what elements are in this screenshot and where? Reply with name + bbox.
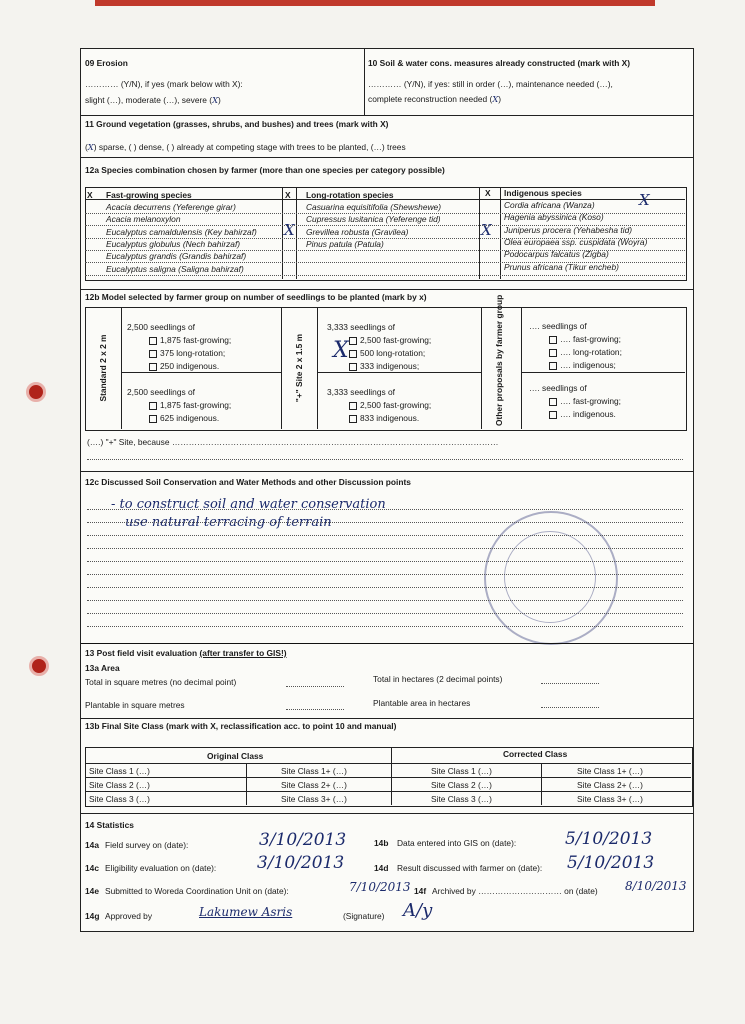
discussion-line[interactable]	[87, 535, 683, 536]
rule	[81, 157, 693, 158]
form-sheet: 09 Erosion ………… (Y/N), if yes (mark below with X): slight (…), moderate (…), severe (X) 10 Soil & water cons. measures already constructed (mark with X) ………… (Y/N), if yes: still in order (…), maintenance needed (…), complete reconstruction needed (X) 11 Ground vegetation (grasses, shrubs, and bushes) and trees (mark with X) (X) sparse, ( ) dense, ( ) already at competing stage with trees to be planted, (…) trees 12a Species combination chosen by farmer (more than one species per category possible) X Fast-growing species X Long-rotation species X Indigenous species X X X 12b Model selected by farmer group on number of seedlings to be planted (mark by x) Standard 2 x 2 m "+" Site 2 x 1.5 m Other proposals by farmer group 2,500 seedlings of 1,875 fast-growing; 375 long-rotation; 250 indigenous. 2,500 seedlings of 1,875 fast-growing; 625 indigenous. 3,333 seedlings of 2,500 fast-growing; 500 long-rotation; 333 indigenous; X 3,333 seedlings of 2,500 fast-growing; 833 indigenous. …. seedlings of …. fast-growing; …. long-rotation; …. indigenous; …. seedlings of …. fast-growing; …. indigenous. (….) "+" Site, because ……………………………………………………………………………………………………… 12c Discussed Soil Conservation and Water Methods and other Discussion points - to construct soil and water conservation use natural terracing of terrain 13 Post field visit evaluation (after transfer to GIS!) 13a Area Total in square metres (no decimal point) Total in hectares (2 decimal points) Plantable in square metres Plantable area in hectares 13b Final Site Class (mark with X, reclassification acc. to point 10 and manual) Original Class Corrected Class 14 Statistics 14a Field survey on (date): 3/10/2013 14b Data entered into GIS on (date): 5/10/2013 14c Eligibility evaluation on (date): 3/10/2013 14d Result discussed with farmer on (date): 5/10/2013 14e Submitted to Woreda Coordination Unit on (date): 7/10/2013 14f Archived by ………………………… on (date) 8/10/2013 14g Approved by Lakumew Asris (Signature) A/y Acacia decurrens (Yeferenge girar) Acacia melanoxylon Eucalyptus camaldulensis (Key bahirzaf) Eucalyptus globulus (Nech bahirzaf) Eucalyptus grandis (Grandis bahirzaf) Eucalyptus saligna (Saligna bahirzaf) Casuarina equisitifolia (Shewshewe) Cupressus lusitanica (Yeferenge tid) Grevillea robusta (Gravilea) Pinus patula (Patula) Cordia africana (Wanza) Hagenia abyssinica (Koso) Juniperus procera (Yehabesha tid) Olea europaea ssp. cuspidata (Woyra) Podocarpus falcatus (Zigba) Prunus africana (Tikur encheb) Site Class 1 (…) Site Class 1+ (…) Site Class 1 (…) Site Class 1+ (…) Site Class 2 (…) Site Class 2+ (…) Site Class 2 (…) Site Class 2+ (…) Site Class 3 (…) Site Class 3+ (…) Site Class 3 (…) Site Class 3+ (…)	[80, 48, 694, 932]
site-class-option[interactable]: Site Class 1+ (…)	[281, 766, 347, 776]
site-class-option[interactable]: Site Class 2+ (…)	[577, 780, 643, 790]
official-stamp	[484, 511, 618, 645]
rule	[81, 115, 693, 116]
plantable-sqm-field[interactable]	[286, 709, 344, 710]
site-class-option[interactable]: Site Class 1 (…)	[89, 766, 150, 776]
plus-a-mark[interactable]: X	[333, 338, 349, 363]
section-10-title: 10 Soil & water cons. measures already constructed (mark with X)	[368, 58, 631, 68]
site-class-option[interactable]: Site Class 2+ (…)	[281, 780, 347, 790]
long-rotation-species-item: Casuarina equisitifolia (Shewshewe)	[306, 202, 441, 212]
other-a-option[interactable]: …. indigenous;	[549, 360, 616, 370]
indigenous-species-item: Prunus africana (Tikur encheb)	[504, 261, 619, 272]
site-class-option[interactable]: Site Class 2 (…)	[89, 780, 150, 790]
plus-a-option[interactable]: 2,500 fast-growing;	[349, 335, 431, 345]
discussion-line[interactable]	[87, 626, 683, 627]
gis-entry-date[interactable]: 5/10/2013	[565, 829, 653, 849]
site-class-option[interactable]: Site Class 3 (…)	[431, 794, 492, 804]
long-rotation-species-item: Pinus patula (Patula)	[306, 238, 384, 249]
fast-growing-species-item: Acacia decurrens (Yeferenge girar)	[106, 202, 236, 212]
site-class-option[interactable]: Site Class 2 (…)	[431, 780, 492, 790]
section-09-title: 09 Erosion	[85, 58, 128, 68]
fast-growing-header: Fast-growing species	[106, 190, 192, 200]
discussion-line[interactable]	[87, 574, 683, 575]
erosion-yn-field[interactable]: ………… (Y/N), if yes (mark below with X):	[85, 79, 243, 89]
long-rotation-species-item: Cupressus lusitanica (Yeferenge tid)	[306, 214, 441, 225]
plus-b-option[interactable]: 833 indigenous.	[349, 413, 419, 423]
ha-field[interactable]	[541, 683, 599, 684]
fast-growing-species-item: Eucalyptus globulus (Nech bahirzaf)	[106, 238, 241, 249]
section-12b-title: 12b Model selected by farmer group on number of seedlings to be planted (mark by x)	[85, 292, 427, 302]
fast-growing-species-item: Acacia melanoxylon	[106, 214, 181, 225]
discussion-note-2[interactable]: use natural terracing of terrain	[125, 515, 332, 530]
std-b-option[interactable]: 625 indigenous.	[149, 413, 219, 423]
fast-growing-species-item: Eucalyptus grandis (Grandis bahirzaf)	[106, 251, 247, 262]
plus-site-reason-field[interactable]: (….) "+" Site, because ………………………………………………………………………………………………………	[87, 437, 499, 447]
std-a-option[interactable]: 250 indigenous.	[149, 361, 219, 371]
section-12a-title: 12a Species combination chosen by farmer (more than one species per category possible)	[85, 165, 445, 175]
discussion-note-1[interactable]: - to construct soil and water conservation	[111, 497, 386, 512]
fast-growing-species-item: Eucalyptus camaldulensis (Key bahirzaf)	[106, 226, 257, 237]
indigenous-species-item: Juniperus procera (Yehabesha tid)	[504, 224, 633, 235]
indigenous-species-item: Cordia africana (Wanza)	[504, 200, 595, 210]
indigenous-species-item: Podocarpus falcatus (Zigba)	[504, 249, 609, 260]
other-proposals-label: Other proposals by farmer group	[494, 294, 504, 426]
swc-yn-field[interactable]: ………… (Y/N), if yes: still in order (…), maintenance needed (…),	[368, 79, 613, 89]
row-line	[85, 275, 685, 276]
indigenous-species-item: Olea europaea ssp. cuspidata (Woyra)	[504, 236, 648, 247]
discussion-line[interactable]	[87, 509, 683, 510]
section-13b-title: 13b Final Site Class (mark with X, reclassification acc. to point 10 and manual)	[85, 721, 397, 731]
top-edge-mark	[95, 0, 655, 6]
discussion-line[interactable]	[87, 587, 683, 588]
original-class-header: Original Class	[207, 751, 264, 761]
plus-a-option[interactable]: 500 long-rotation;	[349, 348, 425, 358]
swc-reconstruction[interactable]: complete reconstruction needed (X)	[368, 94, 502, 104]
submitted-date[interactable]: 7/10/2013	[349, 880, 411, 894]
other-b-option[interactable]: …. indigenous.	[549, 409, 616, 419]
fast-growing-mark[interactable]: X	[284, 221, 295, 239]
divider	[364, 49, 365, 115]
long-rotation-species-item: Grevillea robusta (Gravilea)	[306, 226, 409, 237]
std-a-option[interactable]: 1,875 fast-growing;	[149, 335, 231, 345]
rule	[81, 718, 693, 719]
rule	[81, 643, 693, 644]
rule	[81, 289, 693, 290]
standard-label: Standard 2 x 2 m	[98, 334, 108, 402]
field-survey-date[interactable]: 3/10/2013	[259, 830, 347, 850]
section-12c-title: 12c Discussed Soil Conservation and Water Methods and other Discussion points	[85, 477, 411, 487]
vegetation-options[interactable]: (X) sparse, ( ) dense, ( ) already at competing stage with trees to be planted, (…) trees	[85, 142, 406, 152]
site-class-option[interactable]: Site Class 3 (…)	[89, 794, 150, 804]
eligibility-date[interactable]: 3/10/2013	[257, 853, 345, 873]
other-b-option[interactable]: …. fast-growing;	[549, 396, 621, 406]
discussion-line[interactable]	[87, 561, 683, 562]
plus-a-option[interactable]: 333 indigenous;	[349, 361, 419, 371]
site-class-option[interactable]: Site Class 1+ (…)	[577, 766, 643, 776]
approver-name[interactable]: Lakumew Asris	[199, 905, 293, 919]
section-13-title: 13 Post field visit evaluation (after transfer to GIS!)	[85, 648, 287, 658]
rule	[81, 813, 693, 814]
corrected-class-header: Corrected Class	[503, 749, 568, 759]
section-13a-title: 13a Area	[85, 663, 120, 673]
discussed-date[interactable]: 5/10/2013	[567, 853, 655, 873]
std-b-option[interactable]: 1,875 fast-growing;	[149, 400, 231, 410]
discussion-line[interactable]	[87, 613, 683, 614]
plus-b-option[interactable]: 2,500 fast-growing;	[349, 400, 431, 410]
discussion-line[interactable]	[87, 548, 683, 549]
other-a-option[interactable]: …. long-rotation;	[549, 347, 622, 357]
sqm-field[interactable]	[286, 686, 344, 687]
plantable-ha-field[interactable]	[541, 707, 599, 708]
site-class-option[interactable]: Site Class 3+ (…)	[281, 794, 347, 804]
discussion-line[interactable]	[87, 522, 683, 523]
plus-site-label: "+" Site 2 x 1.5 m	[294, 333, 304, 403]
indigenous-header: Indigenous species	[504, 188, 582, 198]
rule	[81, 471, 693, 472]
erosion-severity[interactable]: slight (…), moderate (…), severe (X)	[85, 95, 221, 105]
site-class-option[interactable]: Site Class 1 (…)	[431, 766, 492, 776]
other-a-option[interactable]: …. fast-growing;	[549, 334, 621, 344]
section-14-title: 14 Statistics	[85, 820, 134, 830]
approver-signature[interactable]: A/y	[403, 900, 433, 921]
punch-hole	[29, 656, 49, 676]
long-rotation-mark[interactable]: X	[481, 221, 492, 239]
archived-date[interactable]: 8/10/2013	[625, 879, 687, 893]
std-a-option[interactable]: 375 long-rotation;	[149, 348, 225, 358]
indigenous-mark[interactable]: X	[639, 191, 650, 209]
indigenous-species-item: Hagenia abyssinica (Koso)	[504, 212, 604, 223]
site-class-option[interactable]: Site Class 3+ (…)	[577, 794, 643, 804]
discussion-line[interactable]	[87, 600, 683, 601]
fast-growing-species-item: Eucalyptus saligna (Saligna bahirzaf)	[106, 263, 244, 274]
punch-hole	[26, 382, 46, 402]
section-11-title: 11 Ground vegetation (grasses, shrubs, and bushes) and trees (mark with X)	[85, 119, 389, 129]
long-rotation-header: Long-rotation species	[306, 190, 394, 200]
